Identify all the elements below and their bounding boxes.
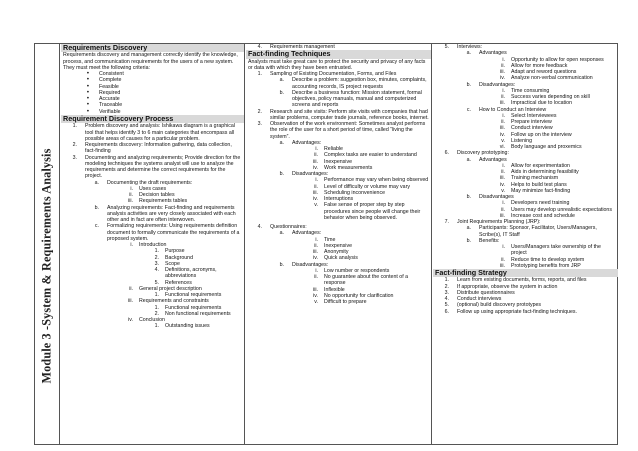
list-item bbox=[63, 123, 242, 142]
list-marker: iii. bbox=[500, 100, 505, 107]
list-marker: a. bbox=[279, 77, 284, 84]
list-marker: ii. bbox=[314, 152, 318, 159]
list-item bbox=[435, 244, 616, 257]
bullet-icon: • bbox=[86, 83, 89, 90]
list-item-text: Scope bbox=[165, 260, 180, 267]
list-marker: 1. bbox=[257, 71, 262, 78]
list-item-text: Opportunity to allow for open responses bbox=[511, 56, 604, 63]
list-marker: a. bbox=[466, 50, 471, 57]
list-item-text: Disadvantages: bbox=[479, 81, 516, 88]
list-item-text: Users may develop unrealistic expectations bbox=[511, 206, 612, 213]
list-marker: ii. bbox=[501, 119, 505, 125]
list-item bbox=[248, 274, 429, 287]
list-item-text: Quick analysis bbox=[324, 255, 358, 262]
criteria-text: Verifiable bbox=[99, 108, 121, 115]
list-marker: 3. bbox=[154, 260, 159, 267]
fact-finding-strategy-list bbox=[435, 277, 616, 315]
list-marker: i. bbox=[315, 236, 318, 243]
list-marker: 1. bbox=[154, 248, 159, 255]
list-marker: a. bbox=[466, 225, 471, 232]
list-item-text: Requirements management bbox=[270, 44, 335, 50]
criteria-text: Traceable bbox=[99, 102, 123, 109]
bullet-icon: • bbox=[86, 96, 89, 103]
list-item-text: References bbox=[165, 279, 192, 286]
list-item-text: No guarantee about the content of a response bbox=[324, 274, 409, 287]
list-marker: a. bbox=[279, 139, 284, 146]
list-item-text: Scheduling inconvenience bbox=[324, 189, 386, 196]
list-item-text: Advantages: bbox=[292, 230, 322, 237]
list-marker: i. bbox=[502, 244, 505, 250]
list-item bbox=[248, 109, 429, 122]
list-item-text: Definitions, acronyms, abbreviations bbox=[165, 267, 217, 280]
list-item-text: Reliable bbox=[324, 146, 343, 153]
list-item-text: Decision tables bbox=[139, 192, 175, 199]
list-marker: 5. bbox=[444, 44, 449, 50]
list-item-text: Distribute questionnaires bbox=[457, 289, 515, 296]
list-marker: 1. bbox=[154, 323, 159, 330]
list-item bbox=[435, 263, 616, 269]
list-marker: iii. bbox=[500, 262, 505, 269]
bullet-icon: • bbox=[86, 89, 89, 96]
list-marker: b. bbox=[466, 194, 471, 200]
criteria-text: Complete bbox=[99, 77, 122, 84]
fact-finding-techniques-heading: Fact-finding Techniques bbox=[246, 50, 431, 58]
list-marker: vi. bbox=[499, 144, 505, 150]
list-item-text: May minimize fact-finding bbox=[511, 187, 571, 194]
list-item bbox=[435, 309, 616, 315]
list-item-text: Anonymity bbox=[324, 249, 349, 256]
list-marker: v. bbox=[501, 187, 505, 194]
list-item-text: Describe a business function: Mission statement, formal objectives, policy manuals, manual and computerized screens and reports bbox=[292, 89, 422, 109]
list-marker: 4. bbox=[257, 44, 262, 50]
discovery-process-list bbox=[63, 123, 242, 329]
list-item-text: Time bbox=[324, 236, 336, 243]
list-item-text: Aids in determining feasibility bbox=[511, 169, 579, 175]
criteria-item bbox=[63, 109, 242, 115]
list-item-text: Purpose bbox=[165, 248, 185, 255]
list-item-text: Discovery prototyping: bbox=[457, 150, 509, 157]
list-item-text: Benefits: bbox=[479, 237, 500, 244]
list-item-text: Advantages bbox=[479, 156, 507, 163]
bullet-icon: • bbox=[86, 108, 89, 115]
requirement-discovery-process-heading: Requirement Discovery Process bbox=[61, 115, 244, 123]
list-item-text: Users/Managers take ownership of the project bbox=[511, 244, 601, 257]
list-item-text: Introduction bbox=[139, 242, 167, 249]
list-item-text: Disadvantages bbox=[479, 194, 514, 200]
list-marker: a. bbox=[94, 179, 99, 186]
list-marker: iv. bbox=[313, 164, 318, 171]
list-marker: c. bbox=[466, 106, 471, 113]
list-marker: i. bbox=[315, 267, 318, 274]
list-marker: b. bbox=[94, 204, 99, 211]
list-marker: 1. bbox=[72, 123, 77, 130]
list-item-text: Participants: Sponsor, Facilitator, Users/Managers, Scribe(s), IT Staff bbox=[479, 225, 597, 238]
requirements-discovery-heading: Requirements Discovery bbox=[61, 44, 244, 52]
list-item-text: Low number or respondents bbox=[324, 267, 390, 274]
list-marker: i. bbox=[502, 56, 505, 63]
list-marker: i. bbox=[502, 162, 505, 169]
list-marker: b. bbox=[279, 171, 284, 178]
list-item-text: Inexpensive bbox=[324, 242, 353, 249]
list-marker: iv. bbox=[500, 181, 505, 188]
list-item-text: Performance may vary when being observed bbox=[324, 177, 429, 184]
list-item-text: Inexpensive bbox=[324, 158, 353, 165]
list-item bbox=[248, 299, 429, 305]
list-item-text: Follow up on the interview bbox=[511, 131, 572, 138]
list-item-text: Success varies depending on skill bbox=[511, 94, 590, 100]
list-marker: iii. bbox=[500, 125, 505, 132]
list-marker: iii. bbox=[500, 212, 505, 219]
list-marker: 2. bbox=[154, 310, 159, 317]
list-item-text: Questionnaires: bbox=[270, 224, 307, 231]
list-marker: v. bbox=[314, 299, 318, 306]
list-item-text: False sense of proper step by step procedures since people will change their behavior when being observed. bbox=[324, 202, 421, 221]
column-3 bbox=[433, 43, 618, 445]
criteria-text: Required bbox=[99, 89, 121, 96]
module-title: Module 3 -System & Requirements Analysis bbox=[39, 148, 54, 384]
fact-finding-strategy-heading: Fact-finding Strategy bbox=[433, 269, 618, 277]
list-item-text: Uses cases bbox=[139, 185, 167, 192]
list-item-text: Impractical due to location bbox=[511, 100, 572, 107]
list-marker: i. bbox=[502, 87, 505, 94]
fact-finding-text: Analysts must take great care to protect the security and privacy of any facts or data with which they have been entrusted. bbox=[248, 58, 426, 71]
module-sidebar bbox=[34, 43, 60, 445]
list-item-text: Advantages: bbox=[292, 139, 322, 146]
list-marker: 6. bbox=[444, 308, 449, 315]
list-item-text: Learn from existing documents, forms, reports, and files bbox=[457, 277, 587, 284]
list-marker: 4. bbox=[154, 267, 159, 274]
list-item-text: If appropriate, observe the system in action bbox=[457, 283, 558, 290]
list-marker: b. bbox=[279, 89, 284, 96]
list-item-text: Difficult to prepare bbox=[324, 299, 367, 306]
list-marker: b. bbox=[279, 261, 284, 268]
list-item bbox=[248, 44, 429, 50]
list-item-text: Non functional requirements bbox=[165, 310, 231, 317]
column-2 bbox=[246, 43, 432, 445]
list-marker: ii. bbox=[501, 169, 505, 175]
list-marker: 3. bbox=[72, 154, 77, 161]
list-marker: iii. bbox=[128, 298, 133, 305]
list-item-text: Requirements discovery: Information gathering, data collection, fact-finding bbox=[85, 142, 232, 155]
list-item bbox=[248, 77, 429, 90]
list-item-text: Level of difficulty or volume may vary bbox=[324, 183, 410, 190]
list-marker: 1. bbox=[444, 277, 449, 284]
list-item bbox=[435, 225, 616, 238]
column-1 bbox=[61, 43, 245, 445]
list-marker: 2. bbox=[444, 283, 449, 290]
list-marker: iv. bbox=[313, 292, 318, 299]
bullet-icon: • bbox=[86, 71, 89, 78]
list-item-text: Formalizing requirements: Using requirements definition document to formally communicate the requirements of a proposed system. bbox=[107, 223, 240, 242]
list-marker: v. bbox=[314, 202, 318, 209]
list-item-text: Documenting the draft requirements: bbox=[107, 179, 193, 186]
list-item-text: Time consuming bbox=[511, 87, 550, 94]
list-marker: 6. bbox=[444, 150, 449, 157]
list-marker: i. bbox=[502, 112, 505, 119]
criteria-text: Accurate bbox=[99, 96, 120, 103]
list-marker: ii. bbox=[314, 183, 318, 190]
list-item-text: Sampling of Existing Documentation, Forms, and Files bbox=[270, 71, 397, 78]
list-item-text: Joint Requirements Planning (JRP): bbox=[457, 219, 541, 225]
list-item-text: (optional) build discovery prototypes bbox=[457, 302, 542, 309]
list-marker: iii. bbox=[313, 249, 318, 256]
list-marker: iii. bbox=[500, 175, 505, 182]
list-item-text: Allow for more feedback bbox=[511, 62, 568, 69]
list-item-text: How to Conduct an Interview bbox=[479, 106, 547, 113]
list-marker: ii. bbox=[129, 192, 133, 199]
list-marker: ii. bbox=[129, 285, 133, 292]
list-marker: i. bbox=[502, 200, 505, 207]
list-item-text: General project description bbox=[139, 285, 202, 292]
list-item-text: Background bbox=[165, 254, 194, 261]
list-marker: iv. bbox=[313, 255, 318, 262]
list-item-text: Requirements tables bbox=[139, 198, 188, 205]
bullet-icon: • bbox=[86, 77, 89, 84]
list-marker: iii. bbox=[313, 189, 318, 196]
list-marker: i. bbox=[130, 185, 133, 192]
list-marker: 4. bbox=[257, 224, 262, 231]
requirements-management-list bbox=[248, 44, 429, 50]
criteria-list bbox=[63, 71, 242, 115]
list-item-text: Reduce time to develop system bbox=[511, 256, 585, 263]
list-item-text: Outstanding issues bbox=[165, 323, 210, 330]
list-item-text: Functional requirements bbox=[165, 304, 222, 311]
list-marker: i. bbox=[315, 146, 318, 153]
bullet-icon: • bbox=[86, 102, 89, 109]
list-marker: ii. bbox=[501, 206, 505, 213]
list-item-text: Disadvantages: bbox=[292, 171, 329, 178]
list-item-text: Prototyping benefits from JRP bbox=[511, 262, 581, 269]
list-marker: ii. bbox=[501, 94, 505, 100]
requirements-discovery-text: Requirements discovery and management correctly identify the knowledge, process, and communication requirements for the users of a new system. They must meet the following criteria: bbox=[63, 52, 238, 71]
list-marker: iv. bbox=[313, 196, 318, 203]
list-item-text: No opportunity for clarification bbox=[324, 292, 394, 299]
list-marker: iv. bbox=[500, 131, 505, 138]
list-marker: iv. bbox=[128, 317, 133, 324]
list-item-text: Allow for experimentation bbox=[511, 162, 570, 169]
list-item bbox=[248, 90, 429, 109]
criteria-text: Consistent bbox=[99, 71, 124, 78]
list-item-text: Conclusion bbox=[139, 317, 165, 324]
list-item-text: Requirements and constraints bbox=[139, 298, 209, 305]
list-marker: iii. bbox=[313, 158, 318, 165]
criteria-text: Feasible bbox=[99, 83, 119, 90]
list-item-text: Adapt and reword questions bbox=[511, 69, 577, 75]
list-item-text: Disadvantages: bbox=[292, 261, 329, 268]
list-marker: iii. bbox=[313, 286, 318, 293]
list-marker: a. bbox=[279, 230, 284, 237]
list-item-text: Analyze non-verbal communication bbox=[511, 75, 593, 82]
list-marker: iv. bbox=[500, 75, 505, 82]
list-marker: 1. bbox=[154, 292, 159, 299]
list-item-text: Prepare interview bbox=[511, 119, 552, 125]
list-marker: ii. bbox=[314, 242, 318, 249]
list-item-text: Body language and proxemics bbox=[511, 144, 582, 150]
list-marker: 3. bbox=[257, 121, 262, 128]
list-item-text: Work measurements bbox=[324, 164, 373, 171]
list-marker: ii. bbox=[314, 274, 318, 281]
list-item-text: Increase cost and schedule bbox=[511, 212, 575, 219]
list-item bbox=[63, 205, 242, 224]
list-item-text: Interruptions bbox=[324, 196, 354, 203]
list-marker: 7. bbox=[444, 219, 449, 225]
list-marker: a. bbox=[466, 156, 471, 163]
list-item bbox=[63, 223, 242, 242]
list-item-text: Developers need training bbox=[511, 200, 570, 207]
list-item-text: Observation of the work environment: Sometimes analyst performs the role of the user for a short period of time, called “living the system”. bbox=[270, 121, 426, 140]
list-item bbox=[63, 323, 242, 329]
list-marker: 5. bbox=[444, 302, 449, 309]
list-marker: 4. bbox=[444, 296, 449, 303]
list-item bbox=[63, 155, 242, 180]
list-item-text: Advantages bbox=[479, 50, 507, 57]
list-item-text: Describe a problem: suggestion box, minutes, complaints, accounting records, IS project requests bbox=[292, 77, 427, 90]
list-marker: 2. bbox=[72, 142, 77, 149]
list-item-text: Follow up using appropriate fact-finding techniques. bbox=[457, 308, 577, 315]
fact-finding-techniques-list bbox=[248, 71, 429, 305]
list-item-text: Analyzing requirements: Fact-finding and requirements analysis activities are very closely associated with each other and in fact are often interwoven. bbox=[107, 204, 236, 224]
interviews-list bbox=[435, 44, 616, 269]
list-item bbox=[248, 121, 429, 140]
list-item-text: Conduct interviews bbox=[457, 296, 502, 303]
list-marker: 2. bbox=[154, 254, 159, 261]
list-item bbox=[248, 202, 429, 221]
list-marker: i. bbox=[130, 242, 133, 249]
list-marker: b. bbox=[466, 81, 471, 88]
list-marker: 1. bbox=[154, 304, 159, 311]
list-item-text: Interviews: bbox=[457, 44, 483, 50]
list-marker: c. bbox=[94, 223, 99, 230]
list-item-text: Listening bbox=[511, 137, 533, 144]
list-item bbox=[63, 267, 242, 280]
list-item bbox=[63, 142, 242, 155]
list-marker: iii. bbox=[500, 69, 505, 75]
list-marker: 5. bbox=[154, 279, 159, 286]
list-item-text: Helps to build test plans bbox=[511, 181, 567, 188]
list-item-text: Documenting and analyzing requirements; Provide direction for the modeling techniques the systems analyst will use to analyze the requirements and determine the correct requirements for the project. bbox=[85, 154, 241, 180]
list-item-text: Conduct interview bbox=[511, 125, 553, 132]
list-marker: b. bbox=[466, 237, 471, 244]
list-marker: 3. bbox=[444, 289, 449, 296]
list-item-text: Complex tasks are easier to understand bbox=[324, 152, 417, 159]
list-marker: i. bbox=[315, 177, 318, 184]
list-marker: ii. bbox=[501, 62, 505, 69]
list-marker: iii. bbox=[128, 198, 133, 205]
list-item-text: Training mechanism bbox=[511, 175, 559, 182]
list-item-text: Problem discovery and analysis: Ishikawa diagram is a graphical tool that helps identify 3 to 6 main categories that encompass all possible areas of causes for a particular problem. bbox=[85, 123, 235, 142]
list-marker: v. bbox=[501, 137, 505, 144]
list-item-text: Research and site visits: Perform site visits with companies that had similar problems, computer trade journals, reference books, internet. bbox=[270, 108, 429, 121]
list-item-text: Functional requirements bbox=[165, 292, 222, 299]
list-marker: ii. bbox=[501, 256, 505, 263]
list-marker: 2. bbox=[257, 108, 262, 115]
list-item-text: Select Interviewees bbox=[511, 112, 557, 119]
list-item-text: Inflexible bbox=[324, 286, 345, 293]
